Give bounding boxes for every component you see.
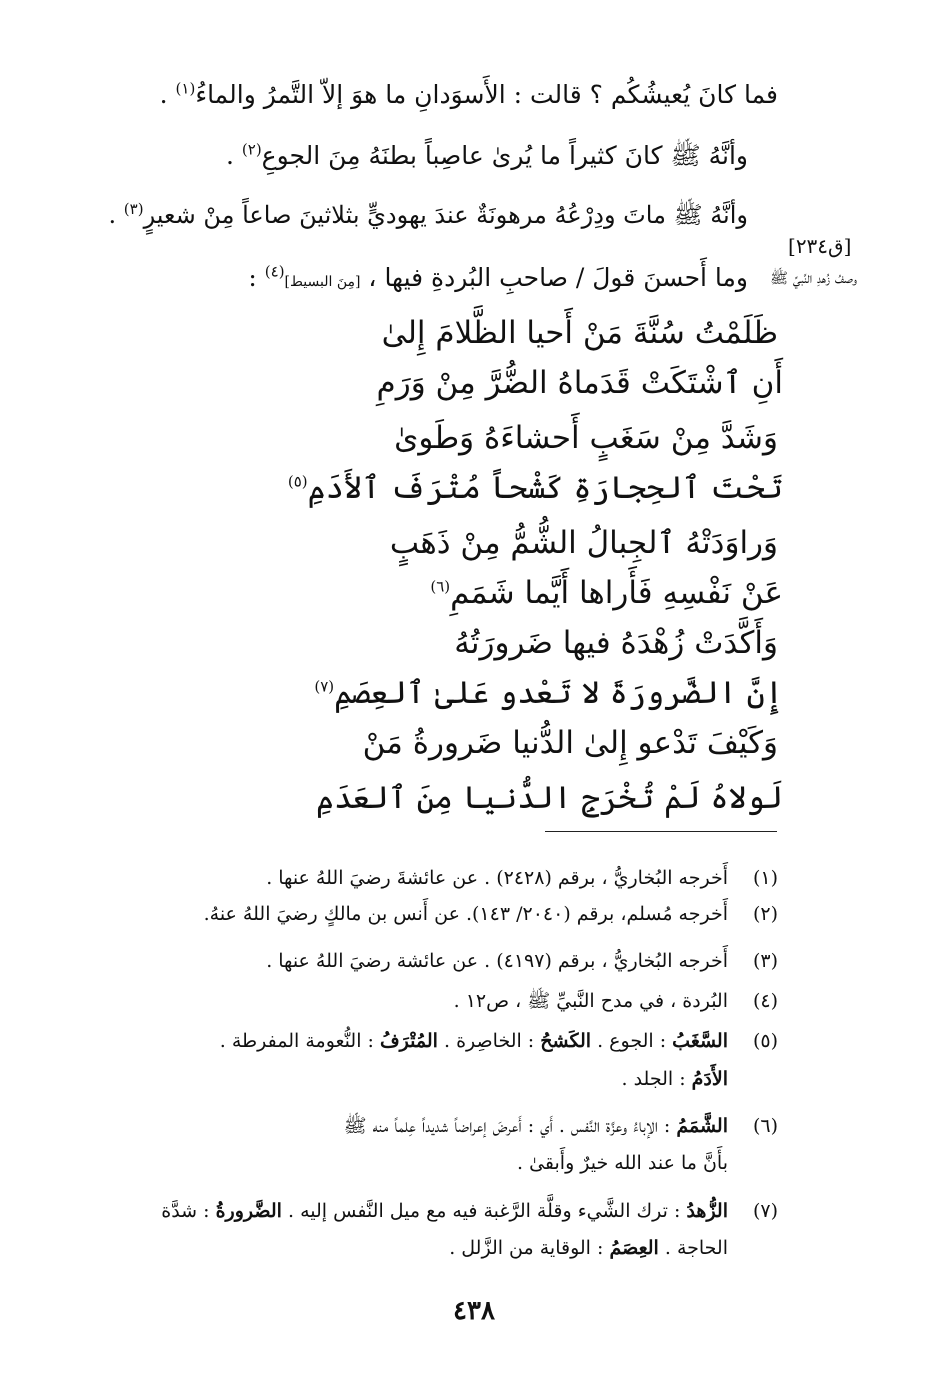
body-line-2: وأنَّهُ ﷺ كانَ كثيراً ما يُرىٰ عاصِباً بطنَهُ مِنَ الجوعِ$^{(٢)}$ . [225, 140, 748, 170]
body-line-3: وأنَّهُ ﷺ ماتَ ودِرْعُهُ مرهونَةٌ عندَ يهوديٍّ بثلاثينَ صاعاً مِنْ شعيرٍ$^{(٣)}$ . [108, 200, 748, 229]
footnote-3: (٣)أَخرجه البُخاريُّ ، برقم (٤١٩٧) . عن عائشة رضيَ اللهُ عنها . [138, 945, 778, 978]
footnote-7: (٧)الزُّهدُ : ترك الشَّيء وقلَّة الرَّغبة فيه مع ميل النَّفس إليه . الضَّرورةُ : شدَّة [138, 1195, 778, 1228]
verse-line: وَراوَدَتْهُ ٱلجِبالُ الشُّمُّ مِنْ ذَهَبٍ [389, 525, 778, 561]
footnote-ref-3[interactable]: (٣) [123, 200, 144, 218]
folio-reference: [ق٢٣٤] [788, 234, 852, 258]
page-number: ٤٣٨ [453, 1296, 495, 1326]
footnote-number: (١) [752, 867, 778, 889]
verse-line: وَأَكَّدَتْ زُهْدَهُ فيها ضَرورَتُهُ [454, 625, 778, 661]
verse-line: إِنَّ الضَّرورَةَ لا تَعْدو عَلىٰ ٱلعِصَمِ$^{(٧)}$ [314, 675, 783, 711]
footnote-ref-7[interactable]: (٧) [314, 677, 335, 696]
footnote-number: (٥) [752, 1030, 778, 1052]
footnote-4: (٤)البُردة ، في مدح النَّبيِّ ﷺ ، ص١٢ . [138, 985, 778, 1018]
verse-line: أَنِ ٱشْتَكَتْ قَدَماهُ الضُّرَّ مِنْ وَرَمِ [376, 365, 783, 401]
footnote-number: (٤) [752, 990, 778, 1012]
footnote-ref-1[interactable]: (١) [175, 79, 196, 98]
footnote-2: (٢)أَخرجه مُسلم، برقم (٢٠٤٠/ ١٤٣). عن أَنس بن مالكٍ رضيَ اللهُ عنهُ. [138, 898, 778, 931]
verse-line: تَحْتَ ٱلحِجارَةِ كَشْحاً مُتْرَفَ ٱلأَدَمِ$^{(٥)}$ [287, 470, 783, 506]
body-line-4: وما أَحسنَ قولَ / صاحبِ البُردةِ فيها ، [مِنَ البسيط]$^{(٤)}$ : [248, 262, 748, 292]
margin-note: وصفُ زُهدِ النَّبيِّ ﷺ [770, 269, 858, 287]
footnote-number: (٢) [752, 903, 778, 925]
footnote-number: (٧) [752, 1200, 778, 1222]
verse-line: عَنْ نَفْسِهِ فَأَراها أَيَّما شَمَمِ$^{(٦)}$ [430, 575, 783, 611]
footnote-ref-5[interactable]: (٥) [287, 472, 308, 491]
verse-line: لَولاهُ لَمْ تُخْرَجِ الدُّنيا مِنَ ٱلعَدَمِ [315, 780, 783, 816]
meter-source-tag: [مِنَ البسيط] [284, 274, 361, 290]
body-line-1: فما كانَ يُعيشُكُم ؟ قالت : الأَسوَدانِ ما هوَ إلاّ التَّمرُ والماءُ$^{(١)}$ . [159, 79, 778, 109]
footnote-separator [545, 831, 777, 832]
footnote-1: (١)أَخرجه البُخاريُّ ، برقم (٢٤٢٨) . عن عائشةَ رضيَ اللهُ عنها . [138, 862, 778, 895]
footnote-number: (٦) [752, 1115, 778, 1137]
footnote-number: (٣) [752, 950, 778, 972]
footnote-ref-2[interactable]: (٢) [241, 140, 262, 159]
footnote-6: (٦)الشَّمَمُ : الإباءُ وعزَّة النَّفس . أَي : أَعرضَ إعراضاً شديداً عِلماً منه ﷺ [138, 1110, 778, 1143]
verse-line: وَكَيْفَ تَدْعو إِلىٰ الدُّنيا ضَرورةُ مَنْ [362, 725, 778, 761]
footnote-7-continuation: الحاجة . العِصَمُ : الوقاية من الزَّلل . [449, 1237, 728, 1259]
footnote-5: (٥)السَّغَبُ : الجوع . الكَشحُ : الخاصِرة . المُتْرَفُ : النُّعومة المفرطة . [138, 1025, 778, 1058]
footnote-5-continuation: الأَدَمُ : الجلد . [621, 1068, 728, 1090]
footnote-6-continuation: بأَنَّ ما عند الله خيرٌ وأَبقىٰ . [516, 1152, 728, 1174]
verse-line: وَشَدَّ مِنْ سَغَبٍ أَحشاءَهُ وَطَوىٰ [394, 420, 778, 456]
footnote-ref-4[interactable]: (٤) [264, 262, 285, 281]
footnote-ref-6[interactable]: (٦) [430, 577, 451, 596]
verse-line: ظَلَمْتُ سُنَّةَ مَنْ أَحيا الظَّلامَ إِلىٰ [381, 315, 778, 351]
